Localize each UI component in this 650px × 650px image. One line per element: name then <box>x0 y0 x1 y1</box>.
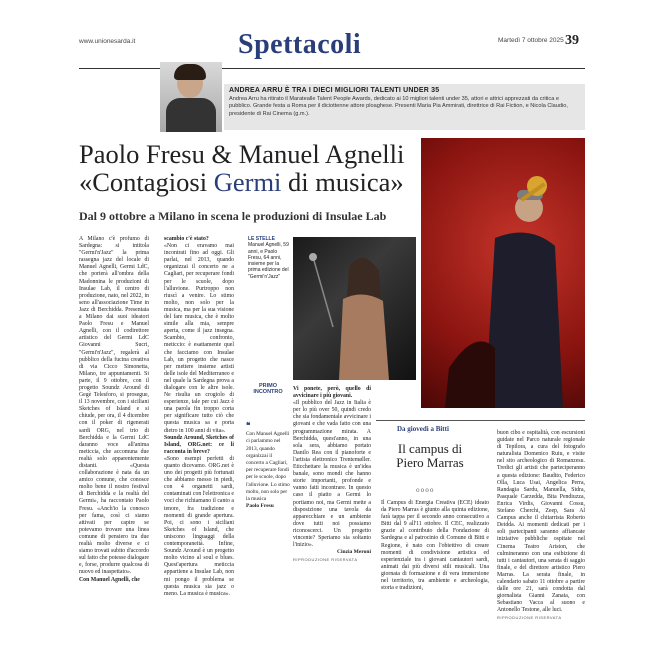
headline-quote-post: di musica» <box>281 167 404 197</box>
top-story-photo <box>160 62 222 132</box>
bitti-column-2 <box>497 430 585 623</box>
pull-quote <box>246 422 290 510</box>
photo-caption <box>248 236 290 280</box>
photo-figures <box>445 168 565 408</box>
section-title: Spettacoli <box>238 29 362 60</box>
quote-mark-icon: ❝ <box>246 421 251 430</box>
body-col1-text: A Milano c'è profumo di Sardegna: si intitola "Germi'n'Jazz" la prima rassegna jazz del locale di Manuel Agnelli, Germi LdC, che porterà all'ombra della Madonnina le produzioni di Insulae Lab, il centro di produzione, nato, nel 2022, in seno all'associazione Time in Jazz di Berchidda. Presentata a Milano dai suoi ideatori Paolo Fresu e Manuel Agnelli, con il codirettore artistico del Germi LdC Giovanni Sucri, "Germi'n'Jazz", regalerà al pubblico della fucina creativa di via Cicco Simonetta, Milano, tre appuntamenti. Si parte, il 9 ottobre, con il progetto Soundz Around di Gegè Telesforo, si prosegue, il 13 novembre, con i siciliani Sketches of Island e si chiude, per ora, il 4 dicembre con il poker di rigenerati sardi ORG, nel trio di Berchidda e la Germi LdC daranno voce all'anima meticcia, che accomuna due realtà solo apparentemente distanti. «Questa collaborazione è nata da un amico comune, che conosce molto bene il nostro festival di Berchidda e la realtà del Germi», ha raccontato Paolo Fresu. «Anch'io la conosco per fama, così ci siamo attivati per capire se potevamo trovare una linea comune di pensiero tra due realtà molto diverse e ci siamo trovati subito d'accordo sul fatto che potesse dialogare e, forse, produrre qualcosa di nuovo ed inaspettato». <box>79 236 149 576</box>
bitti-text-2: buon cibo e ospitalità, con escursioni guidate nel Parco naturale regionale di Tepilora, a cura del fotografo naturalista Domenico Ruiu, e visite nel sito archeologico di Romanzesu. Tredici gli artisti che parteciperanno a questa edizione: Baudito, Federico Olla, Luca Usai, Angelica Perra, Randagia Sardu, Manuella, Sidra, Pasquale Carzedda, Bita Pendiuzza, Enrica Virdis, Giovanni Cossu, Stefano Cherchi, Zeep, Sara Al Campus anche il chitarrista Roberto Deidda. Ai momenti dedicati per i soli partecipanti saranno affiancate iniziative pubbliche ospitate nel Cinema Teatro Ariston, che culmineranno con una esibizione di tutti i cantautori, una serata di saggio finale, e del direttore artistico Piero Marras. La serata finale, in calendario sabato 11 ottobre a partire dalle ore 21, sarà condotta dal giornalista Gianni Zanata, con Sebastiano Vacca al suono e Antonello Testone, alle luci. <box>497 430 585 614</box>
header-rule <box>79 68 585 69</box>
headline-accent: Germi <box>213 167 282 197</box>
body-col2-text: «Non ci eravamo mai incontrati fino ad oggi. Gli parlai, nel 2013, quando organizzai il concerto ne a Cagliari, per recuperare fondi per le scuole, dopo l'alluvione. Purtroppo non riuscì a venire. Lo stimo molto, non solo per la musica, ma per la sua visione del fare musica, che è molto simile alla mia, sempre aperta, come il jazz insegna. Scambio, confronto, meticcio: è esattamente quel che facciamo con Insulae Lab, un progetto che nasce per mettere insieme artisti delle isole del Mediterraneo e nel quale la Sardegna prova a dialogare con le altre isole. Ne risulta un crogiolo di esperienze, tale per cui Jazz è una parola fin troppo corta per significare tutto ciò che questa musica sa e porta dietro in 100 anni di vita». <box>164 243 234 434</box>
caption-heading: LE STELLE <box>248 236 275 242</box>
body-col3-question: Vi ponete, però, quello di avvicinare i più giovani. <box>293 386 371 400</box>
body-col2-question: scambio c'è stato? <box>164 236 209 242</box>
badge-primo-incontro: PRIMO INCONTRO <box>253 383 283 395</box>
photo-performer <box>293 237 416 380</box>
headline-line1: Paolo Fresu & Manuel Agnelli <box>79 139 405 169</box>
bitti-credit: RIPRODUZIONE RISERVATA <box>497 615 562 621</box>
pull-quote-text: Con Manuel Agnelli ci parlammo nel 2013, quando organizzai il concerto a Cagliari, per recuperare fondi per le scuole, dopo l'alluvione. Lo stimo molto, non solo per la musica <box>246 431 290 503</box>
caption-text: Manuel Agnelli, 59 anni, e Paolo Fresu, 64 anni, insieme per la prima edizione del "Germi'n'Jazz" <box>248 242 289 280</box>
body-col1-question: Con Manuel Agnelli, che <box>79 576 140 583</box>
body-col2-question2: Soundz Around, Sketches of Island, ORG.net: ce li racconta in breve? <box>164 434 234 455</box>
body-column-1 <box>79 236 149 584</box>
body-column-2 <box>164 236 234 598</box>
pull-quote-signature: Paolo Fresu <box>246 503 274 510</box>
bitti-column-1 <box>381 500 489 592</box>
body-col2-text2: «Sono esempi perfetti di quanto dicevamo. ORG.net è uno dei progetti più fortunati che abbiamo messo in piedi, con 4 organetti sardi, contaminati con l'elettronica e voci che richiamano il canto a tenore, fra tradizione e momenti di grande apertura. Poi, ci sono i siciliani Sketches of Island, che uniscono linguaggi della contemporaneità. Infine, Soundz Around è un progetto molto vicino al soul e blues. Quest'apertura meticcia appartiene a Insulae Lab, non mi pongo il problema se questa musica sia jazz o meno. La musica è musica». <box>164 455 234 597</box>
headline-line2 <box>79 168 404 196</box>
page-number: 39 <box>565 33 579 48</box>
col3-credit: RIPRODUZIONE RISERVATA <box>293 557 358 563</box>
bitti-title: Il campus di Piero Marras <box>396 441 464 470</box>
site-url: www.unionesarda.it <box>79 38 136 45</box>
body-column-3 <box>293 386 371 564</box>
bitti-separator: oooo <box>416 487 435 494</box>
author-signature: Cinzia Meroni <box>337 549 371 556</box>
bitti-box-rule <box>376 420 585 421</box>
subheadline: Dal 9 ottobre a Milano in scena le produzioni di Insulae Lab <box>79 209 387 223</box>
bitti-text-1: Il Campus di Energia Creativa (ECE) ideato da Piero Marras è giunto alla quinta edizione, farà tappa per il secondo anno consecutivo a Bitti dal 9 all'11 ottobre. Il CEC, realizzato grazie al contributo della Fondazione di Sardegna e al patrocinio di Comune di Bitti e Regione, è nato con l'obiettivo di creare momenti di condivisione artistica ed esperienziale tra i giovani cantautori sardi, animati dai più diversi stili musicali. Una giornata di formazione e di vera immersione nel territorio, tra ambiente e archeologia, storia e tradizioni, <box>381 500 489 592</box>
issue-date: Martedì 7 ottobre 2025 <box>498 37 564 44</box>
photo-agnelli-trumpet <box>421 138 585 408</box>
top-story-title: ANDREA ARRU È TRA I DIECI MIGLIORI TALENTI UNDER 35 <box>229 87 440 94</box>
headline-quote-pre: «Contagiosi <box>79 167 214 197</box>
top-story-text: Andrea Arru ha ritirato il Maratealle Talent People Awards, dedicato ai 10 migliori talenti under 35, attori e attrici apprezzati da critica e pubblico. Grande festa a Roma per il diciottenne attore ploaghese. Presenti Maria Pia Ammirati, direttrice di Rai Fiction, e Nicola Claudio, presidente di Rai Cinema (g.m.). <box>229 96 568 117</box>
body-col3-text: «Il pubblico del Jazz in Italia è per lo più over 50, quindi credo che sia fondamentale avvicinare i giovani e che vada fatto con una programmazione mirata. A Berchidda, quest'anno, in una sola sera, abbiamo portato Danilo Rea con il pianoforte e l'artista elettronico Trentemøller. Eticchettare la musica è un'idea banale, sono mondi che hanno storie importanti, profonde e vanno fatti incontrare. In questo caso il piatto a Germi lo portiamo noi, ma Germi mette a disposizione una tavola da apparecchiare e un ambiente dove tutti noi possiamo riconoscerci. Un progetto vincente? Speriamo sia soltanto l'inizio». <box>293 400 371 549</box>
bitti-kicker: Da giovedì a Bitti <box>397 425 449 433</box>
photo-fresu-trumpet <box>293 237 416 380</box>
